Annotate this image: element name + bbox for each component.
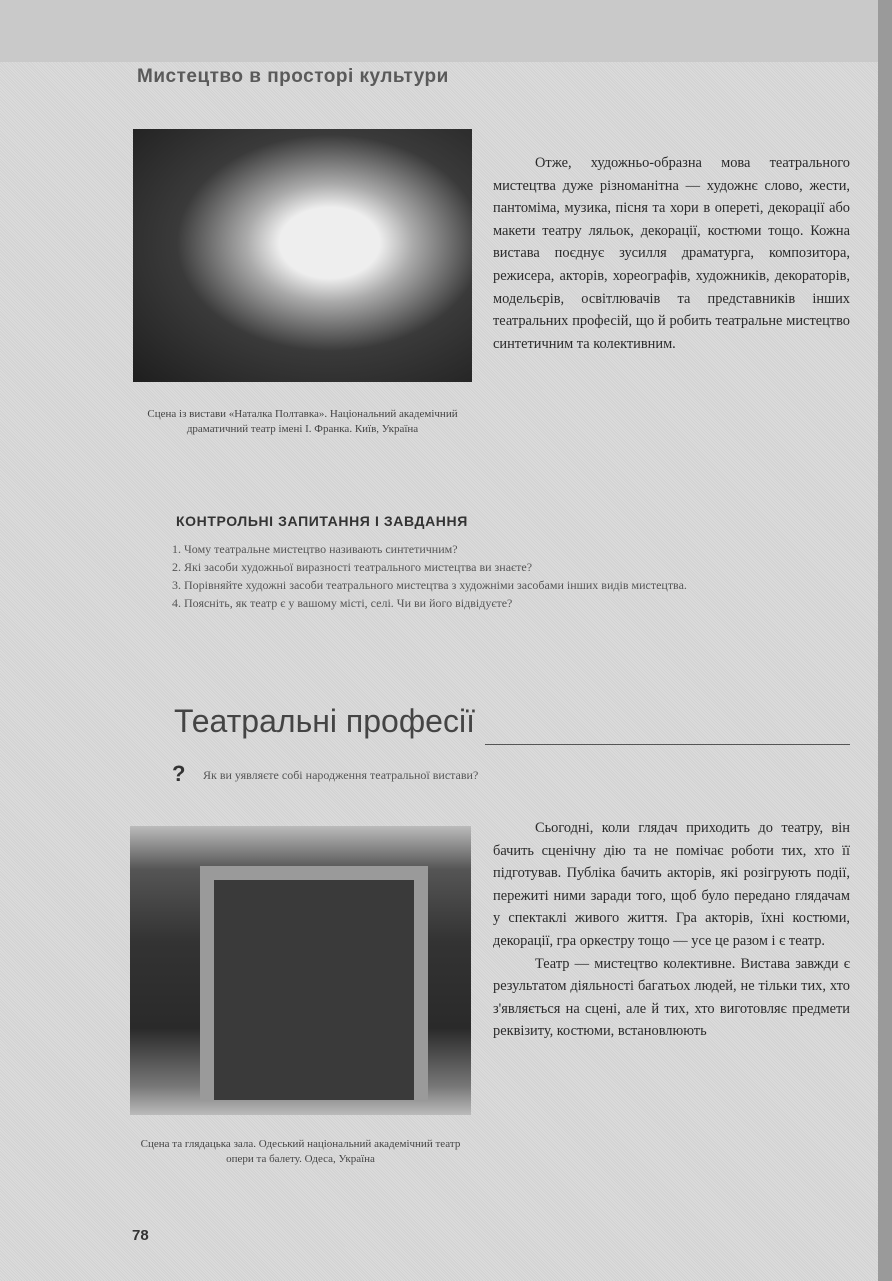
column1-paragraph: Отже, художньо-образна мова театрального мистецтва дуже різноманітна — художнє слово, жести, пантоміма, музика, пісня та хори в опереті, декорації або макети театру ляльок, декорації, костюми тощо. Кожна вистава поєднує зусилля драматурга, композитора, режисера, акторів, хореографів, художників, декораторів, модельєрів, освітлювачів та представників інших театральних професій, що й робить театральне мистецтво синтетичним та колективним. <box>493 155 850 352</box>
heading-underline <box>485 744 850 745</box>
question-item: 3. Порівняйте художні засоби театрального мистецтва з художніми засобами інших видів мистецтва. <box>172 578 687 592</box>
column2-paragraph: Сьогодні, коли глядач приходить до театру, він бачить сценічну дію та не помічає роботи тих, хто її підготував. Публіка бачить акторів, які розігрують події, пережиті ними заради того, щоб було передано глядачам у спектаклі живого життя. Гра акторів, їхні костюми, декорації, гра оркестру тощо — усе це разом і є театр. <box>493 820 850 949</box>
section-heading: Театральні професії <box>174 703 475 739</box>
question-item: 1. Чому театральне мистецтво називають синтетичним? <box>172 542 458 556</box>
column1-text <box>493 152 850 355</box>
stage-photo-natalka <box>133 129 472 382</box>
control-questions-title: КОНТРОЛЬНІ ЗАПИТАННЯ І ЗАВДАННЯ <box>176 513 468 529</box>
intro-question: Як ви уявляєте собі народження театральної вистави? <box>203 768 479 782</box>
column2-paragraph: Театр — мистецтво колективне. Вистава завжди є результатом діяльності багатьох людей, не тільки тих, хто з'являється на сцені, але й тих, хто виготовляє предмети реквізиту, костюми, встановлюють <box>493 955 850 1040</box>
question-item: 4. Поясніть, як театр є у вашому місті, селі. Чи ви його відвідуєте? <box>172 596 513 610</box>
question-mark-icon: ? <box>172 761 186 786</box>
page-edge <box>878 0 892 1281</box>
column2-text <box>493 817 850 1043</box>
control-questions-list <box>172 540 852 612</box>
opera-house-photo <box>130 826 471 1115</box>
question-item: 2. Які засоби художньої виразності театрального мистецтва ви знаєте? <box>172 560 533 574</box>
page-number: 78 <box>132 1227 149 1244</box>
figure1-caption: Сцена із вистави «Наталка Полтавка». Національний академічний драматичний театр імені І. Франка. Київ, Україна <box>147 408 458 435</box>
top-band <box>0 0 892 62</box>
running-header: Мистецтво в просторі культури <box>137 66 449 87</box>
figure2-caption: Сцена та глядацька зала. Одеський національний академічний театр опери та балету. Одеса, Україна <box>140 1138 461 1165</box>
